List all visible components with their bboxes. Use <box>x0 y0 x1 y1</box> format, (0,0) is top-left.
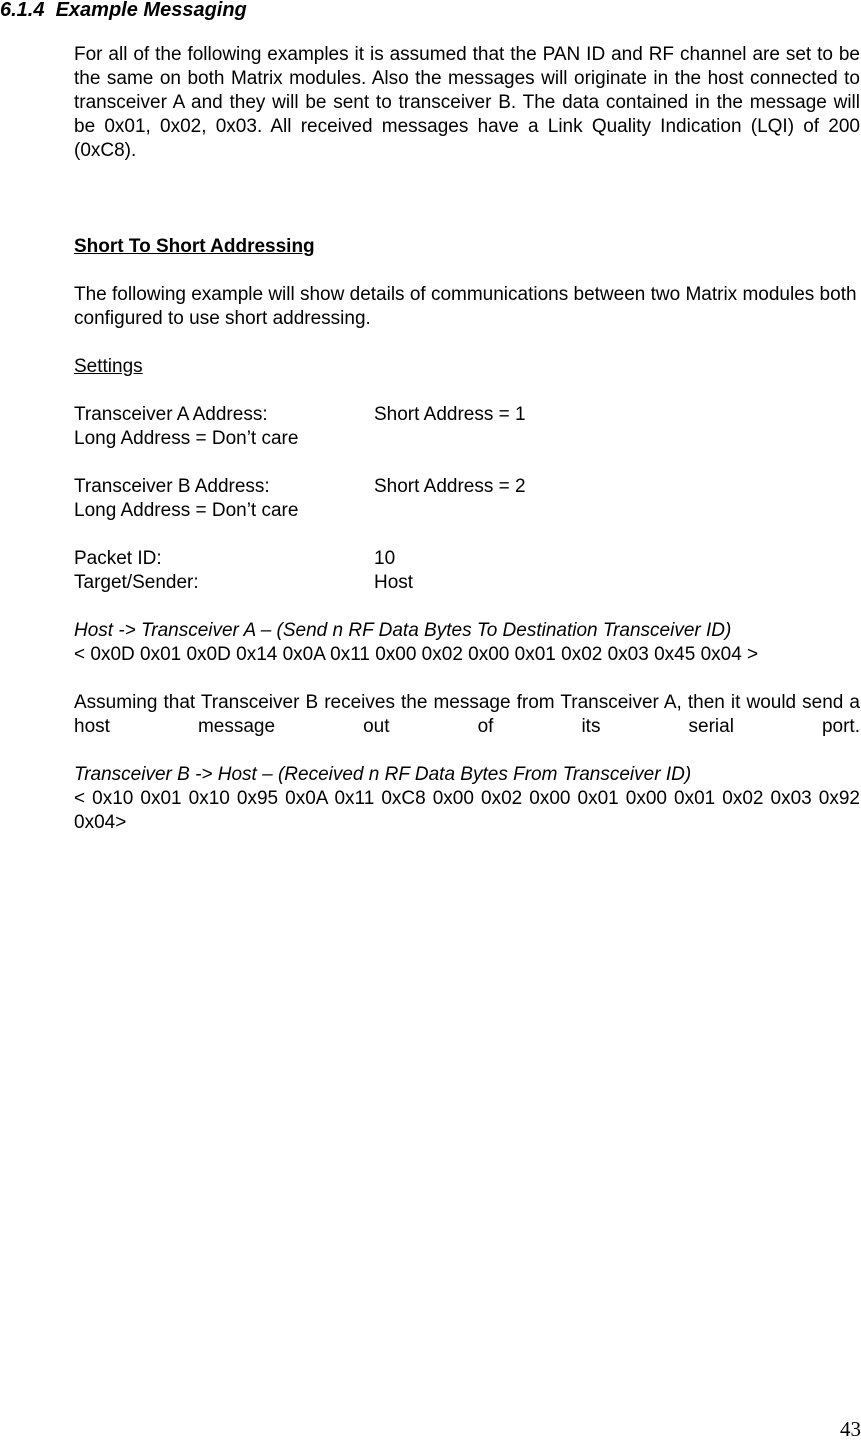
transceiver-b-short: Short Address = 2 <box>374 476 526 497</box>
settings-label: Settings <box>74 356 143 377</box>
packet-id-value: 10 <box>374 548 396 569</box>
spacer <box>74 667 860 691</box>
target-sender-row <box>74 571 860 595</box>
transceiver-b-label: Transceiver B Address: <box>74 476 270 497</box>
transceiver-b-row <box>74 475 860 499</box>
section-heading: 6.1.4 Example Messaging <box>0 0 247 21</box>
intro-paragraph: For all of the following examples it is assumed that the PAN ID and RF channel are set to be the same on both Matrix modules. Also the messages will originate in the host connected to transceiver A and they will be sent to transceiver B. The data contained in the message will be 0x01, 0x02, 0x03. All received messages have a Link Quality Indication (LQI) of 200 (0xC8). <box>74 44 860 161</box>
packet-id-row <box>74 547 860 571</box>
page-number: 43 <box>840 1417 861 1441</box>
message2-bytes: < 0x10 0x01 0x10 0x95 0x0A 0x11 0xC8 0x00 0x02 0x00 0x01 0x00 0x01 0x02 0x03 0x92 0x04> <box>74 788 860 833</box>
target-sender-label: Target/Sender: <box>74 572 199 593</box>
spacer <box>74 379 860 403</box>
transceiver-a-label: Transceiver A Address: <box>74 404 268 425</box>
spacer <box>74 259 860 283</box>
spacer <box>74 187 860 235</box>
spacer <box>74 595 860 619</box>
message2-title: Transceiver B -> Host – (Received n RF Data Bytes From Transceiver ID) <box>74 764 692 785</box>
assumption-paragraph: Assuming that Transceiver B receives the message from Transceiver A, then it would send a host message out of its serial port. <box>74 692 860 737</box>
target-sender-value: Host <box>374 572 414 593</box>
message1-bytes: < 0x0D 0x01 0x0D 0x14 0x0A 0x11 0x00 0x02 0x00 0x01 0x02 0x03 0x45 0x04 > <box>74 644 759 665</box>
transceiver-a-row <box>74 403 860 427</box>
spacer <box>74 523 860 547</box>
packet-id-label: Packet ID: <box>74 548 162 569</box>
transceiver-b-long: Long Address = Don’t care <box>74 500 299 521</box>
spacer <box>74 331 860 355</box>
subsection-title: Short To Short Addressing <box>74 236 315 257</box>
document-body <box>74 43 860 859</box>
transceiver-a-short: Short Address = 1 <box>374 404 526 425</box>
spacer <box>74 451 860 475</box>
message1-title: Host -> Transceiver A – (Send n RF Data Bytes To Destination Transceiver ID) <box>74 620 732 641</box>
subsection-description: The following example will show details of communications between two Matrix modules both configured to use short addressing. <box>74 284 857 329</box>
transceiver-a-long: Long Address = Don’t care <box>74 428 299 449</box>
